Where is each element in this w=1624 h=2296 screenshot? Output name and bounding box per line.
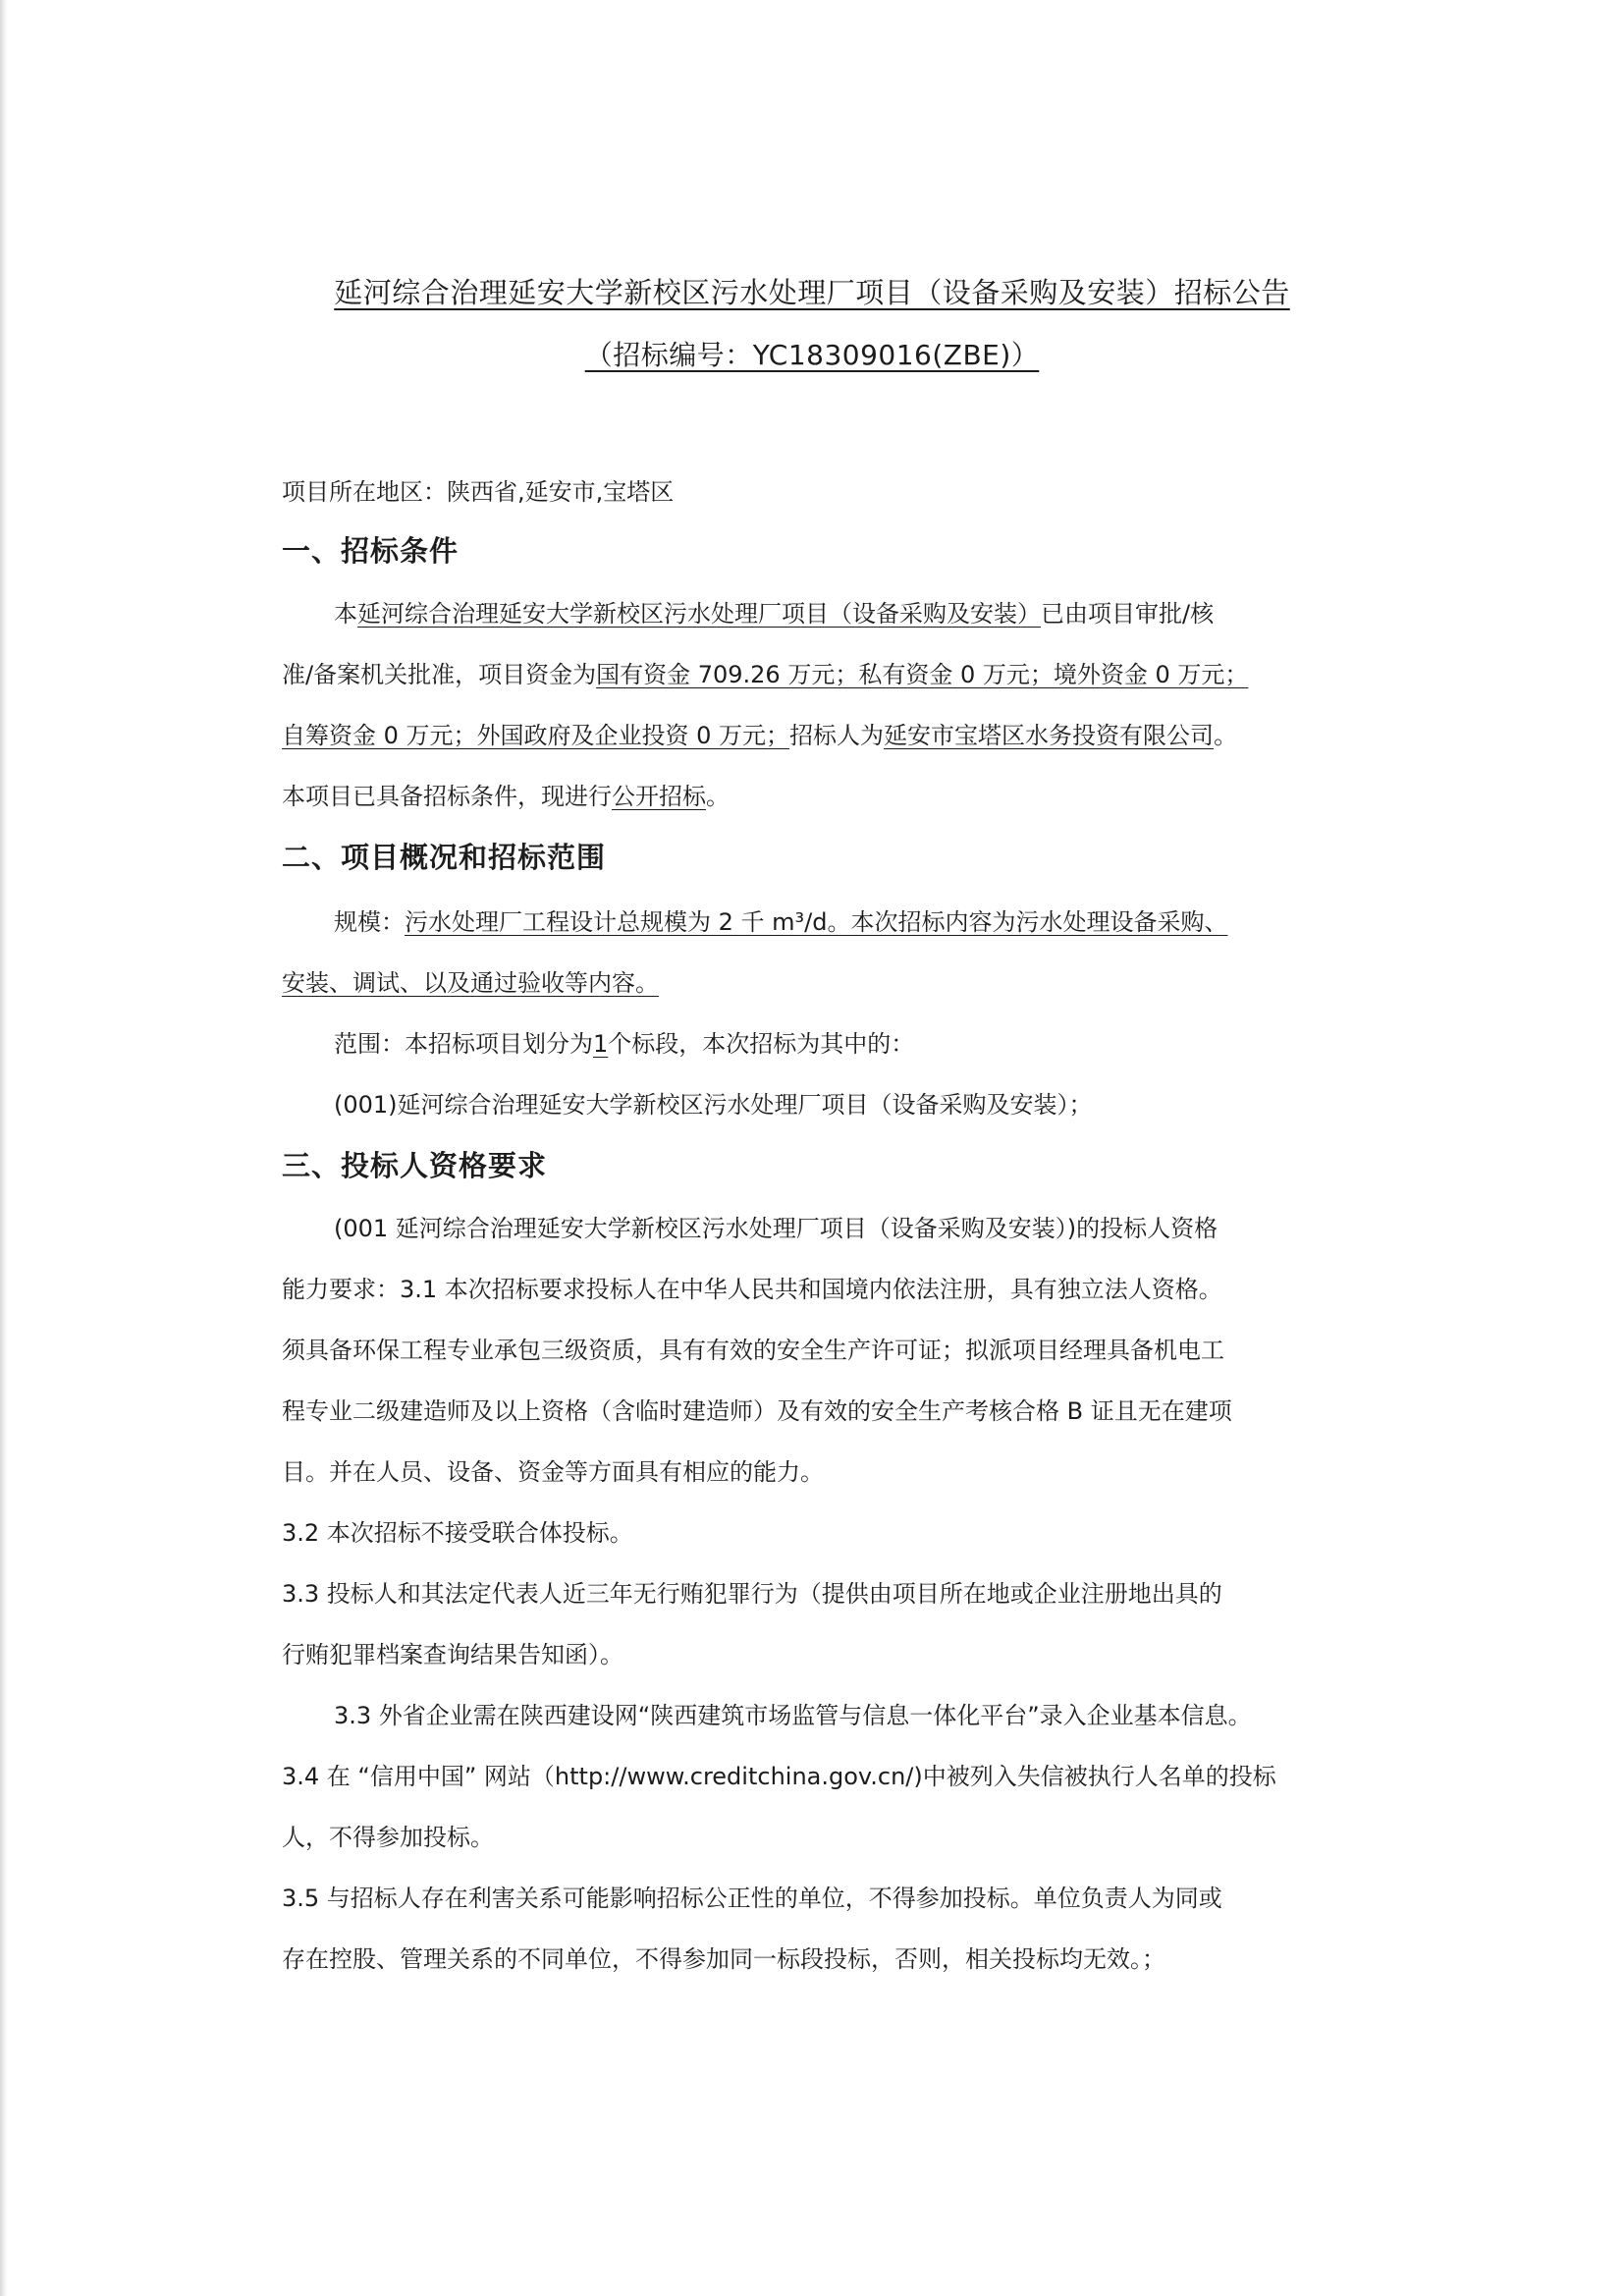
location-value: 陕西省,延安市,宝塔区 (447, 478, 675, 506)
sec3-line-4: 程专业二级建造师及以上资格（含临时建造师）及有效的安全生产考核合格 B 证且无在建项 (282, 1397, 1232, 1425)
text: 。 (706, 783, 730, 810)
sec3-line-11: 人，不得参加投标。 (282, 1824, 494, 1851)
text: 准/备案机关批准，项目资金为 (282, 661, 597, 688)
sec2-scale-line-1 (334, 905, 1424, 939)
bid-number (0, 334, 1624, 373)
section-3-heading: 三、投标人资格要求 (282, 1149, 548, 1182)
lot-count: 1 (593, 1030, 609, 1058)
tenderer-name: 延安市宝塔区水务投资有限公司 (884, 722, 1215, 749)
scale-label: 规模： (334, 908, 405, 936)
sec1-line-4 (282, 780, 1372, 813)
text: 。 (1214, 722, 1238, 749)
sec2-scale-line-2 (282, 966, 1372, 1000)
title-text: 延河综合治理延安大学新校区污水处理厂项目（设备采购及安装）招标公告 (334, 276, 1290, 309)
project-name: 延河综合治理延安大学新校区污水处理厂项目（设备采购及安装） (357, 600, 1041, 628)
sec1-line-1 (334, 597, 1363, 630)
sec2-lot-line: (001)延河综合治理延安大学新校区污水处理厂项目（设备采购及安装）； (334, 1091, 1093, 1119)
section-1-heading: 一、招标条件 (282, 534, 460, 568)
sec3-line-13: 存在控股、管理关系的不同单位，不得参加同一标段投标，否则，相关投标均无效。； (282, 1945, 1165, 1973)
tender-method: 公开招标 (612, 783, 706, 810)
document-title (0, 271, 1624, 311)
sec3-line-3: 须具备环保工程专业承包三级资质，具有有效的安全生产许可证；拟派项目经理具备机电工 (282, 1337, 1224, 1364)
sec3-line-12: 3.5 与招标人存在利害关系可能影响招标公正性的单位，不得参加投标。单位负责人为同或 (282, 1885, 1222, 1912)
funds-text: 自筹资金 0 万元；外国政府及企业投资 0 万元； (282, 722, 790, 749)
text: 本 (334, 600, 357, 628)
text: 范围：本招标项目划分为 (334, 1030, 593, 1058)
sec3-line-9: 3.3 外省企业需在陕西建设网“陕西建筑市场监管与信息一体化平台”录入企业基本信息。 (334, 1702, 1252, 1729)
sec3-line-7: 3.3 投标人和其法定代表人近三年无行贿犯罪行为（提供由项目所在地或企业注册地出具的 (282, 1580, 1222, 1608)
scale-text: 污水处理厂工程设计总规模为 2 千 m³/d。本次招标内容为污水处理设备采购、 (405, 908, 1228, 936)
sec2-range-line (334, 1027, 1424, 1061)
text: 招标人为 (789, 722, 885, 749)
sec1-line-3 (282, 719, 1372, 752)
location-label: 项目所在地区： (282, 478, 447, 506)
sec3-line-6: 3.2 本次招标不接受联合体投标。 (282, 1519, 633, 1547)
bid-number-text: （招标编号：YC18309016(ZBE)） (584, 339, 1040, 371)
sec3-line-10: 3.4 在 “信用中国” 网站（http://www.creditchina.gov.cn/)中被列入失信被执行人名单的投标 (282, 1763, 1276, 1790)
sec1-line-2 (282, 658, 1372, 691)
sec3-line-1: (001 延河综合治理延安大学新校区污水处理厂项目（设备采购及安装）)的投标人资格 (334, 1215, 1218, 1242)
sec3-line-5: 目。并在人员、设备、资金等方面具有相应的能力。 (282, 1458, 824, 1486)
text: 本项目已具备招标条件，现进行 (282, 783, 612, 810)
sec3-line-8: 行贿犯罪档案查询结果告知函）。 (282, 1641, 623, 1668)
section-2-heading: 二、项目概况和招标范围 (282, 841, 607, 874)
project-location (282, 475, 1372, 509)
scale-text: 安装、调试、以及通过验收等内容。 (282, 969, 659, 997)
text: 已由项目审批/核 (1041, 600, 1215, 628)
text: 个标段，本次招标为其中的： (608, 1030, 915, 1058)
sec3-line-2: 能力要求：3.1 本次招标要求投标人在中华人民共和国境内依法注册，具有独立法人资格。 (282, 1276, 1222, 1303)
funds-text: 国有资金 709.26 万元；私有资金 0 万元；境外资金 0 万元； (596, 661, 1249, 688)
